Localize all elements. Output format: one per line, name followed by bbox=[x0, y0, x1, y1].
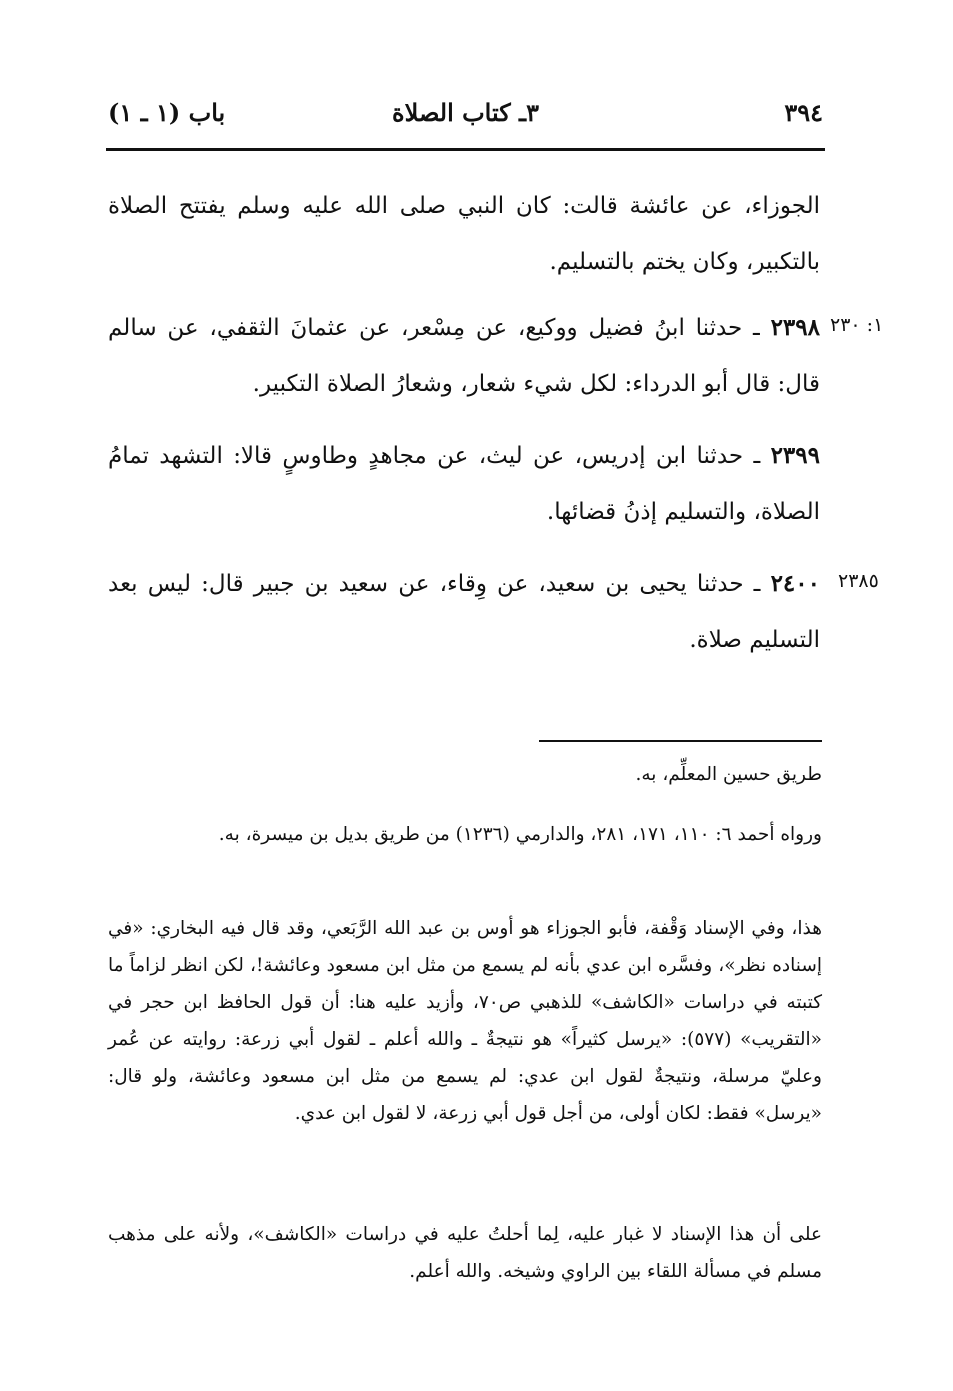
footnote-line: طريق حسين المعلِّم، به. bbox=[635, 764, 822, 785]
footnote-paragraph: هذا، وفي الإسناد وَقْفة، فأبو الجوزاء هو أوس بن عبد الله الرَّبَعي، وقد قال فيه البخاري: «في إسناده نظر»، وفسَّره ابن عدي بأنه لم يسمع من مثل ابن مسعود وعائشة!، لكن انظر لزاماً ما كتبته في دراسات «الكاشف» للذهبي ص٧٠، وأزيد عليه هنا: أن قول الحافظ ابن حجر في «التقريب» (٥٧٧): «يرسل كثيراً» هو نتيجةٌ ـ والله أعلم ـ لقول أبي زرعة: روايته عن عُمر وعليّ مرسلة، ونتيجةٌ لقول ابن عدي: لم يسمع من مثل ابن مسعود وعائشة، ولو قال: «يرسل» فقط: لكان أولى، من أجل قول أبي زرعة، لا لقول ابن عدي. bbox=[108, 918, 822, 1124]
chapter-label: باب (١ ـ ١) bbox=[108, 98, 226, 127]
hadith-2398 bbox=[108, 300, 820, 412]
margin-reference: ١: ٢٣٠ bbox=[830, 314, 884, 336]
margin-reference: ٢٣٨٥ bbox=[838, 570, 879, 592]
header-rule bbox=[106, 148, 825, 151]
footnote-separator bbox=[539, 740, 822, 742]
hadith-number: ٢٣٩٩ bbox=[770, 442, 820, 469]
hadith-2400 bbox=[108, 556, 820, 668]
hadith-text: ـ حدثنا يحيى بن سعيد، عن وِقاء، عن سعيد بن جبير قال: ليس بعد التسليم صلاة. bbox=[108, 571, 820, 653]
hadith-text: ـ حدثنا ابن إدريس، عن ليث، عن مجاهدٍ وطاوسٍ قالا: التشهد تمامُ الصلاة، والتسليم إذنُ قضائها. bbox=[108, 443, 820, 525]
page-number: ٣٩٤ bbox=[784, 98, 823, 127]
footnote-paragraph: على أن هذا الإسناد لا غبار عليه، لِما أحلتُ عليه في دراسات «الكاشف»، ولأنه على مذهب مسلم في مسألة اللقاء بين الراوي وشيخه. والله أعلم. bbox=[108, 1224, 822, 1282]
hadith-text: ـ حدثنا ابنُ فضيل ووكيع، عن مِسْعر، عن عثمانَ الثقفي، عن سالم قال: قال أبو الدرداء: لكل شيء شعار، وشعارُ الصلاة التكبير. bbox=[108, 315, 820, 397]
book-title: ٣ـ كتاب الصلاة bbox=[392, 98, 539, 127]
footnote-paragraph: ورواه أحمد ٦: ١١٠، ١٧١، ٢٨١، والدارمي (١٢٣٦) من طريق بديل بن ميسرة، به. bbox=[218, 824, 822, 845]
hadith-2399 bbox=[108, 428, 820, 540]
hadith-number: ٢٣٩٨ bbox=[770, 314, 820, 341]
hadith-number: ٢٤٠٠ bbox=[770, 570, 820, 597]
continuation-paragraph: الجوزاء، عن عائشة قالت: كان النبي صلى الله عليه وسلم يفتتح الصلاة بالتكبير، وكان يختم بالتسليم. bbox=[108, 193, 820, 275]
page-header bbox=[108, 98, 823, 138]
